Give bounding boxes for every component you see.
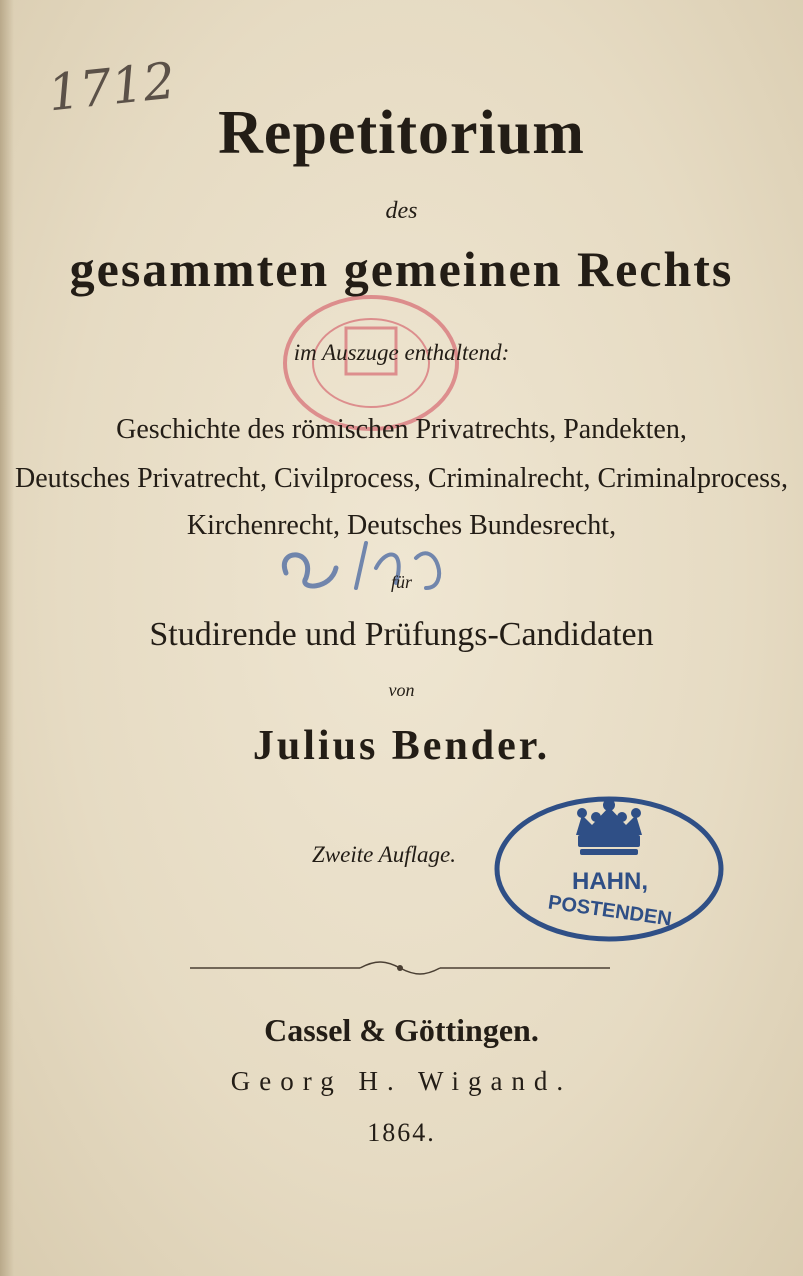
von-line: von bbox=[388, 680, 415, 700]
contents-line: Kirchenrecht, Deutsches Bundesrecht, bbox=[186, 510, 617, 541]
handwritten-shelfmark: 1712 bbox=[45, 51, 178, 123]
ornamental-divider bbox=[190, 958, 610, 978]
fuer-line: für bbox=[390, 572, 412, 592]
blue-ownership-stamp bbox=[492, 793, 726, 945]
book-subtitle: gesammten gemeinen Rechts bbox=[69, 241, 734, 297]
auszug-line: im Auszuge enthaltend: bbox=[293, 340, 510, 365]
edition-line: Zweite Auflage. bbox=[312, 842, 456, 867]
crown-icon bbox=[576, 799, 642, 855]
publication-place: Cassel & Göttingen. bbox=[264, 1012, 539, 1048]
contents-line: Deutsches Privatrecht, Civilprocess, Criminalrecht, Criminalprocess, bbox=[15, 463, 788, 494]
author-name: Julius Bender. bbox=[252, 723, 551, 769]
stamp-text-line2: POSTENDEN bbox=[546, 891, 673, 931]
publication-year: 1864. bbox=[367, 1118, 436, 1147]
contents-line: Geschichte des römischen Privatrechts, Pandekten, bbox=[116, 414, 687, 445]
article-des: des bbox=[385, 198, 418, 224]
stamp-text-line1: HAHN, bbox=[572, 868, 648, 895]
publisher-name: Georg H. Wigand. bbox=[230, 1066, 573, 1096]
audience-line: Studirende und Prüfungs-Candidaten bbox=[149, 616, 654, 653]
book-title: Repetitorium bbox=[218, 99, 585, 167]
